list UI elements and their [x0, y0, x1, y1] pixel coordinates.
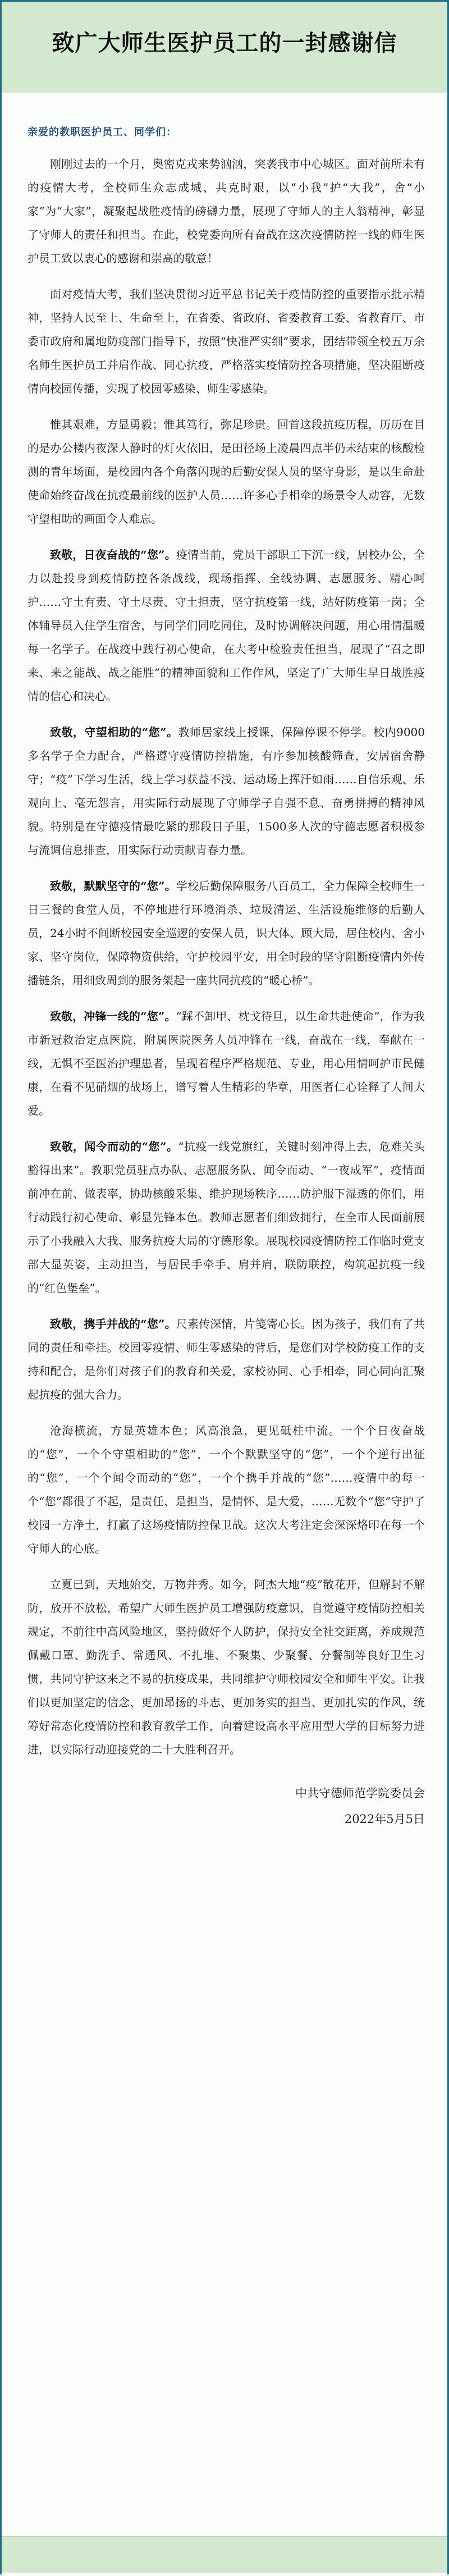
paragraph-4 — [28, 543, 425, 708]
paragraph-9 — [28, 1312, 425, 1406]
paragraph-2 — [28, 282, 425, 400]
paragraph-8 — [28, 1135, 425, 1300]
paragraph-text: 惟其艰难，方显勇毅；惟其笃行，弥足珍贵。回首这段抗疫历程，历历在目的是办公楼内夜深人静时的灯火依旧，是田径场上凌晨四点半仍未结束的核酸检测的青年场面，是校园内各个角落闪现的后勤安保人员的坚守身影，是以生命赴使命始终奋战在抗疫最前线的医护人员……许多心手相牵的场景令人动容，无数守望相助的画面令人难忘。 — [28, 418, 425, 526]
paragraph-3 — [28, 413, 425, 531]
title-banner — [2, 2, 447, 93]
paragraph-lead: 致敬，携手并战的“您”。 — [50, 1317, 176, 1331]
paragraph-lead: 致敬，默默坚守的“您”。 — [50, 879, 176, 893]
paragraph-10 — [28, 1419, 425, 1560]
greeting: 亲爱的教职医护员工、同学们： — [28, 126, 177, 138]
paragraph-lead: 致敬，守望相助的“您”。 — [50, 725, 178, 739]
paragraph-text: 尺素传深情，片笺寄心长。因为孩子，我们有了共同的责任和牵挂。校园零疫情、师生零感染的背后，是您们对学校防疫工作的支持和配合，是你们对孩子们的教育和关爱，家校协同、心手相牵，同心同向汇聚起抗疫的强大合力。 — [28, 1317, 425, 1401]
letter-date: 2022年5月5日 — [344, 1812, 425, 1826]
paragraph-6 — [28, 874, 425, 992]
paragraph-text: 教师居家线上授课，保障停课不停学。校内9000多名学子全力配合，严格遵守疫情防控措施，有序参加核酸筛查，安居宿舍静守；“疫”下学习生活，线上学习获益不浅、运动场上挥汗如雨……自信乐观、乐观向上、毫无怨言，用实际行动展现了守师学子自强不息、奋勇拼搏的精神风貌。特别是在守德疫情最吃紧的那段日子里，1500多人次的守德志愿者积极参与流调信息排查，用实际行动贡献青春力量。 — [28, 725, 425, 857]
paragraph-11 — [28, 1573, 425, 1761]
paragraph-7 — [28, 1004, 425, 1122]
page-title: 致广大师生医护员工的一封感谢信 — [52, 30, 397, 56]
paragraph-text: 立夏已到，天地始交，万物并秀。如今，阿杰大地“疫”散花开，但解封不解防，放开不放松，希望广大师生医护员工增强防疫意识，自觉遵守疫情防控相关规定，不前往中高风险地区，坚持做好个人防护，保持安全社交距离，养成规范佩戴口罩、勤洗手、常通风、不扎堆、不聚集、少聚餐、分餐制等良好卫生习惯，共同守护这来之不易的抗疫成果，共同维护守师校园安全和师生平安。让我们以更加坚定的信念、更加昂扬的斗志、更加务实的担当、更加扎实的作风，统筹好常态化疫情防控和教育教学工作，向着建设高水平应用型大学的目标努力进进，以实际行动迎接党的二十大胜利召开。 — [28, 1578, 425, 1756]
paragraph-text: “抗疫一线党旗红，关键时刻冲得上去，危难关头豁得出来”。教职党员驻点办队、志愿服务队，闻令而动、“一夜成军”，疫情面前冲在前、做表率，协助核酸采集、维护现场秩序……防护服下湿透的你们，用行动践行初心使命、彰显先锋本色。教师志愿者们细致拥行，在全市人民面前展示了小我融入大我、服务抗疫大局的守德形象。展现校园疫情防控工作临时党支部大显英姿，主动担当，与居民手牵手、肩并肩，联防联控，构筑起抗疫一线的“红色堡垒”。 — [28, 1140, 425, 1295]
paragraph-lead: 致敬，冲锋一线的“您”。 — [50, 1010, 176, 1023]
paragraph-lead: 致敬，日夜奋战的“您”。 — [50, 548, 176, 561]
letter-body — [2, 93, 447, 2576]
paragraph-text: 刚刚过去的一个月，奥密克戎来势汹汹，突袭我市中心城区。面对前所未有的疫情大考，全校师生众志成城、共克时艰，以“小我”护“大我”，舍“小家”为“大家”，凝聚起战胜疫情的磅礴力量，展现了守师人的主人翁精神，彰显了守师人的责任和担当。在此，校党委向所有奋战在这次疫情防控一线的师生医护员工致以衷心的感谢和崇高的敬意！ — [28, 157, 425, 265]
signature: 中共守德师范学院委员会 — [295, 1787, 425, 1800]
letter-paper — [28, 124, 425, 1831]
paragraph-lead: 致敬，闻令而动的“您”。 — [50, 1140, 178, 1153]
paragraph-text: “踩不卸甲、枕戈待旦，以生命共赴使命”，作为我市新冠救治定点医院，附属医院医务人员冲锋在一线，奋战在一线，奉献在一线，无惧不至医治护理患者，呈现着程序严格规范、专业，用心用情呵护市民健康，在看不见硝烟的战场上，谱写着人生精彩的华章，用医者仁心诠释了人间大爱。 — [28, 1010, 425, 1117]
footer-strip — [2, 2536, 447, 2573]
paragraph-5 — [28, 720, 425, 862]
paragraph-text: 疫情当前，党员干部职工下沉一线，居校办公，全力以赴投身到疫情防控各条战线，现场指挥、全线协调、志愿服务、精心呵护……守土有责、守土尽责、守土担责，坚守抗疫第一线，站好防疫第一岗；全体辅导员入住学生宿舍，与同学们同吃同住，及时协调解决问题，用心用情温暖每一名学子。在战疫中践行初心使命，在大考中检验责任担当，展现了“召之即来、来之能战、战之能胜”的精神面貌和工作作风，坚定了广大师生早日战胜疫情的信心和决心。 — [28, 548, 425, 703]
paragraph-text: 面对疫情大考，我们坚决贯彻习近平总书记关于疫情防控的重要指示批示精神，坚持人民至上、生命至上，在省委、省政府、省委教育工委、省教育厅、市委市政府和属地防疫部门指导下，按照“快准严实细”要求，团结带领全校五万余名师生医护员工并肩作战、同心抗疫，严格落实疫情防控各项措施，坚决阻断疫情向校园传播，实现了校园零感染、师生零感染。 — [28, 287, 425, 395]
paragraph-1 — [28, 152, 425, 270]
paragraph-text: 沧海横流，方显英雄本色；风高浪急，更见砥柱中流。一个个日夜奋战的“您”，一个个守望相助的“您”，一个个默默坚守的“您”，一个个逆行出征的“您”，一个个闻令而动的“您”，一个个携手并战的“您”……疫情中的每一个“您”都很了不起，是责任、是担当，是情怀、是大爱，……无数个“您”守护了校园一方净土，打赢了这场疫情防控保卫战。这次大考注定会深深烙印在每一个守师人的心底。 — [28, 1424, 425, 1555]
paragraph-text: 学校后勤保障服务八百员工，全力保障全校师生一日三餐的食堂人员，不停地进行环境消杀、垃圾清运、生活设施维修的后勤人员，24小时不间断校园安全巡逻的安保人员，识大体、顾大局，居住校内、舍小家、坚守岗位，保障物资供给，守护校园平安，用全时段的坚守阻断疫情内外传播链条，用细致周到的服务架起一座共同抗疫的“暖心桥”。 — [28, 879, 425, 987]
